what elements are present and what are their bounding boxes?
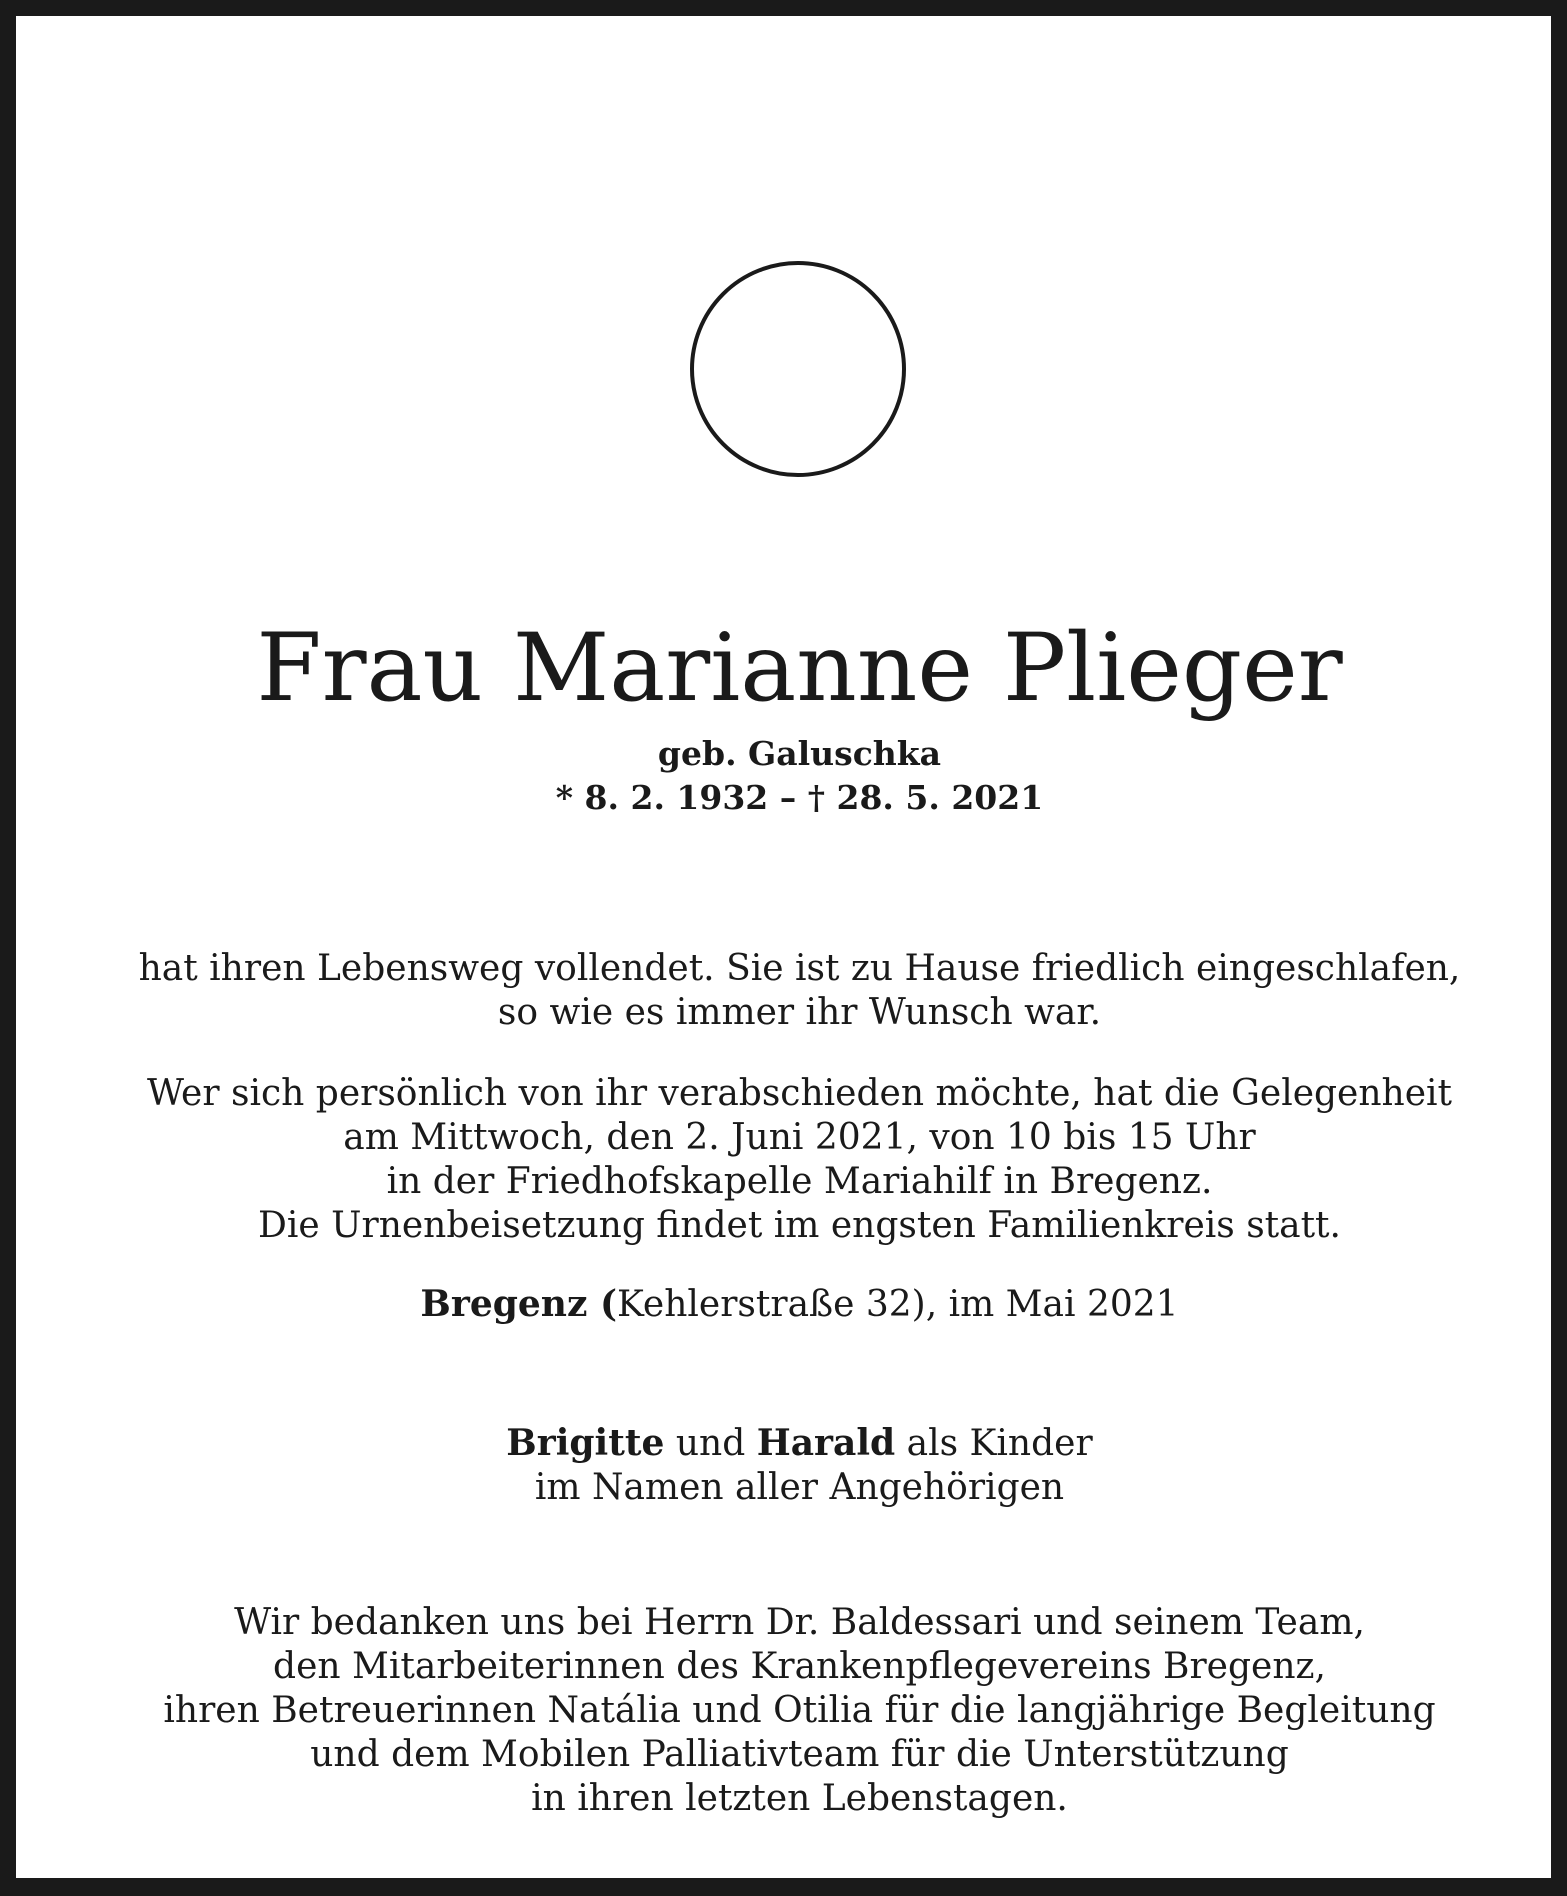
text-line: in ihren letzten Lebenstagen. (531, 1778, 1068, 1819)
deceased-name: Frau Marianne Plieger (256, 614, 1343, 723)
family-signature (16, 1421, 1567, 1510)
place-details: Kehlerstraße 32), im Mai 2021 (616, 1284, 1179, 1325)
family-suffix: als Kinder (895, 1423, 1093, 1464)
text-line: Wir bedanken uns bei Herrn Dr. Baldessari und seinem Team, (234, 1602, 1365, 1643)
maiden-name: geb. Galuschka (657, 734, 942, 773)
life-dates: * 8. 2. 1932 – † 28. 5. 2021 (555, 778, 1044, 817)
memorial-circle-icon (690, 261, 906, 477)
text-line: ihren Betreuerinnen Natália und Otilia für die langjährige Begleitung (163, 1690, 1436, 1731)
text-line: den Mitarbeiterinnen des Krankenpflegevereins Bregenz, (273, 1646, 1326, 1687)
text-line: und dem Mobilen Palliativteam für die Unterstützung (310, 1734, 1289, 1775)
place-city: Bregenz ( (420, 1283, 617, 1325)
thanks-paragraph (16, 1601, 1567, 1821)
place-and-date (16, 1282, 1567, 1327)
family-name-brigitte: Brigitte (506, 1422, 665, 1464)
announcement-paragraph (16, 947, 1567, 1035)
family-name-harald: Harald (756, 1422, 896, 1464)
text-line: am Mittwoch, den 2. Juni 2021, von 10 bis 15 Uhr (343, 1117, 1256, 1158)
name-and-dates (16, 732, 1567, 820)
farewell-paragraph (16, 1072, 1567, 1248)
text-line: in der Friedhofskapelle Mariahilf in Bregenz. (386, 1161, 1213, 1202)
text-line: Die Urnenbeisetzung findet im engsten Familienkreis statt. (258, 1205, 1341, 1246)
text-line: Wer sich persönlich von ihr verabschieden möchte, hat die Gelegenheit (146, 1073, 1453, 1114)
family-connector: und (664, 1423, 757, 1464)
text-line: so wie es immer ihr Wunsch war. (497, 992, 1102, 1033)
text-line: hat ihren Lebensweg vollendet. Sie ist zu Hause friedlich eingeschlafen, (138, 948, 1461, 989)
family-line2: im Namen aller Angehörigen (534, 1467, 1065, 1508)
